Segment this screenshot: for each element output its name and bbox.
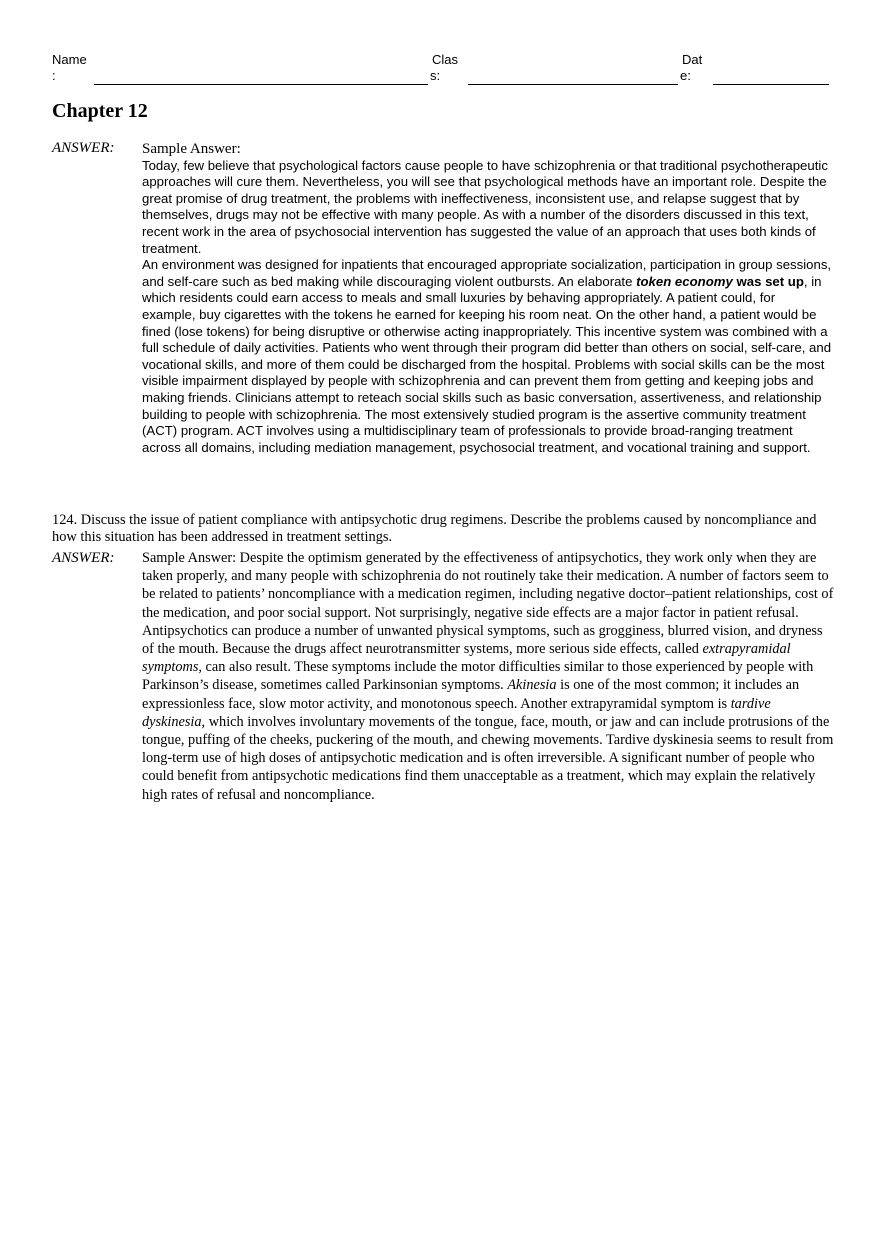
answer-1-paragraph-2	[142, 257, 832, 456]
date-label-top: Dat	[682, 52, 703, 67]
name-underline[interactable]	[94, 84, 428, 85]
chapter-title: Chapter 12	[52, 100, 148, 122]
name-label-bottom: :	[52, 68, 56, 83]
answer-2-body	[142, 549, 834, 804]
class-label-top: Clas	[432, 52, 459, 67]
term-extrapyramidal-symptoms: extrapyramidal symptoms,	[142, 641, 791, 676]
answer-label-2: ANSWER:	[52, 550, 115, 566]
question-124: 124. Discuss the issue of patient compliance with antipsychotic drug regimens. Describe the problems caused by noncompliance and how this situation has been addressed in treatment settings.	[52, 512, 817, 545]
name-field-label	[52, 52, 87, 84]
answer-1-paragraph-2-rest: , in which residents could earn access to meals and small luxuries by behaving appropriately. A patient could, for example, buy cigarettes with the tokens he earned for keeping his room neat. On the other hand, a patient would be fined (lose tokens) for being disruptive or otherwise acting inappropriately. This incentive system was combined with a full schedule of daily activities. Patients who went through their program did better than others on social, self-care, and vocational skills, and more of them could be discharged from the hospital. Problems with social skills can be the most visible impairment displayed by people with schizophrenia and can prevent them from getting and keeping jobs and making friends. Clinicians attempt to reteach social skills such as basic conversation, assertiveness, and relationship building to people with schizophrenia. The most extensively studied program is the assertive community treatment (ACT) program. ACT involves using a multidisciplinary team of professionals to provide broad-ranging treatment across all domains, including mediation management, psychosocial treatment, and vocational training and support.	[142, 273, 832, 455]
class-label-bottom: s:	[430, 68, 441, 83]
answer-2-text-4: which involves involuntary movements of the tongue, face, mouth, or jaw and can include protrusions of the tongue, puffing of the cheeks, puckering of the mouth, and chewing movements. Tardive dyskinesia seems to result from long-term use of high doses of antipsychotic medication and is often irreversible. A significant number of people who could benefit from antipsychotic medications find them unacceptable as a treatment, which may explain the relatively high rates of refusal and noncompliance.	[142, 713, 834, 803]
answer-2-text-2: can also result. These symptoms include the motor difficulties similar to those experienced by people with Parkinson’s disease, sometimes called Parkinsonian symptoms.	[142, 659, 814, 694]
token-economy-term: token economy	[636, 273, 733, 289]
answer-1-paragraph-2-start: An environment was designed for inpatients that encouraged appropriate socialization, participation in group sessions, and self-care such as bed making while discouraging violent outbursts. An elaborate	[142, 257, 832, 289]
class-field-label	[430, 52, 458, 84]
answer-2-text-1: Sample Answer: Despite the optimism generated by the effectiveness of antipsychotics, they work only when they are taken properly, and many people with schizophrenia do not routinely take their medication. A number of factors seem to be related to patients’ noncompliance with a medication regimen, including negative doctor–patient relationships, cost of the medication, and poor social support. Not surprisingly, negative side effects are a major factor in patient refusal. Antipsychotics can produce a number of unwanted physical symptoms, such as grogginess, blurred vision, and dryness of the mouth. Because the drugs affect neurotransmitter systems, more serious side effects, called	[142, 550, 834, 658]
was-set-up-bold: was set up	[732, 273, 804, 289]
name-label-top: Name	[52, 52, 87, 67]
term-tardive-dyskinesia: tardive dyskinesia,	[142, 695, 771, 730]
answer-1-body	[142, 141, 832, 456]
answer-label: ANSWER:	[52, 140, 115, 156]
date-field-label	[680, 52, 702, 84]
sample-answer-lead: Sample Answer:	[142, 141, 241, 157]
date-label-bottom: e:	[680, 68, 691, 83]
class-underline[interactable]	[468, 84, 678, 85]
term-akinesia: Akinesia	[507, 677, 557, 694]
answer-2-text-3: is one of the most common; it includes an expressionless face, slow motor activity, and monotonous speech. Another extrapyramidal symptom is	[142, 677, 800, 712]
answer-1-paragraph-1: Today, few believe that psychological factors cause people to have schizophrenia or that traditional psychotherapeutic approaches will cure them. Nevertheless, you will see that psychological methods have an important role. Despite the great promise of drug treatment, the problems with ineffectiveness, inconsistent use, and relapse suggest that by themselves, drugs may not be effective with many people. As with a number of the disorders discussed in this text, recent work in the area of psychosocial intervention has suggested the value of an approach that uses both kinds of treatment.	[142, 157, 828, 256]
date-underline[interactable]	[713, 84, 829, 85]
